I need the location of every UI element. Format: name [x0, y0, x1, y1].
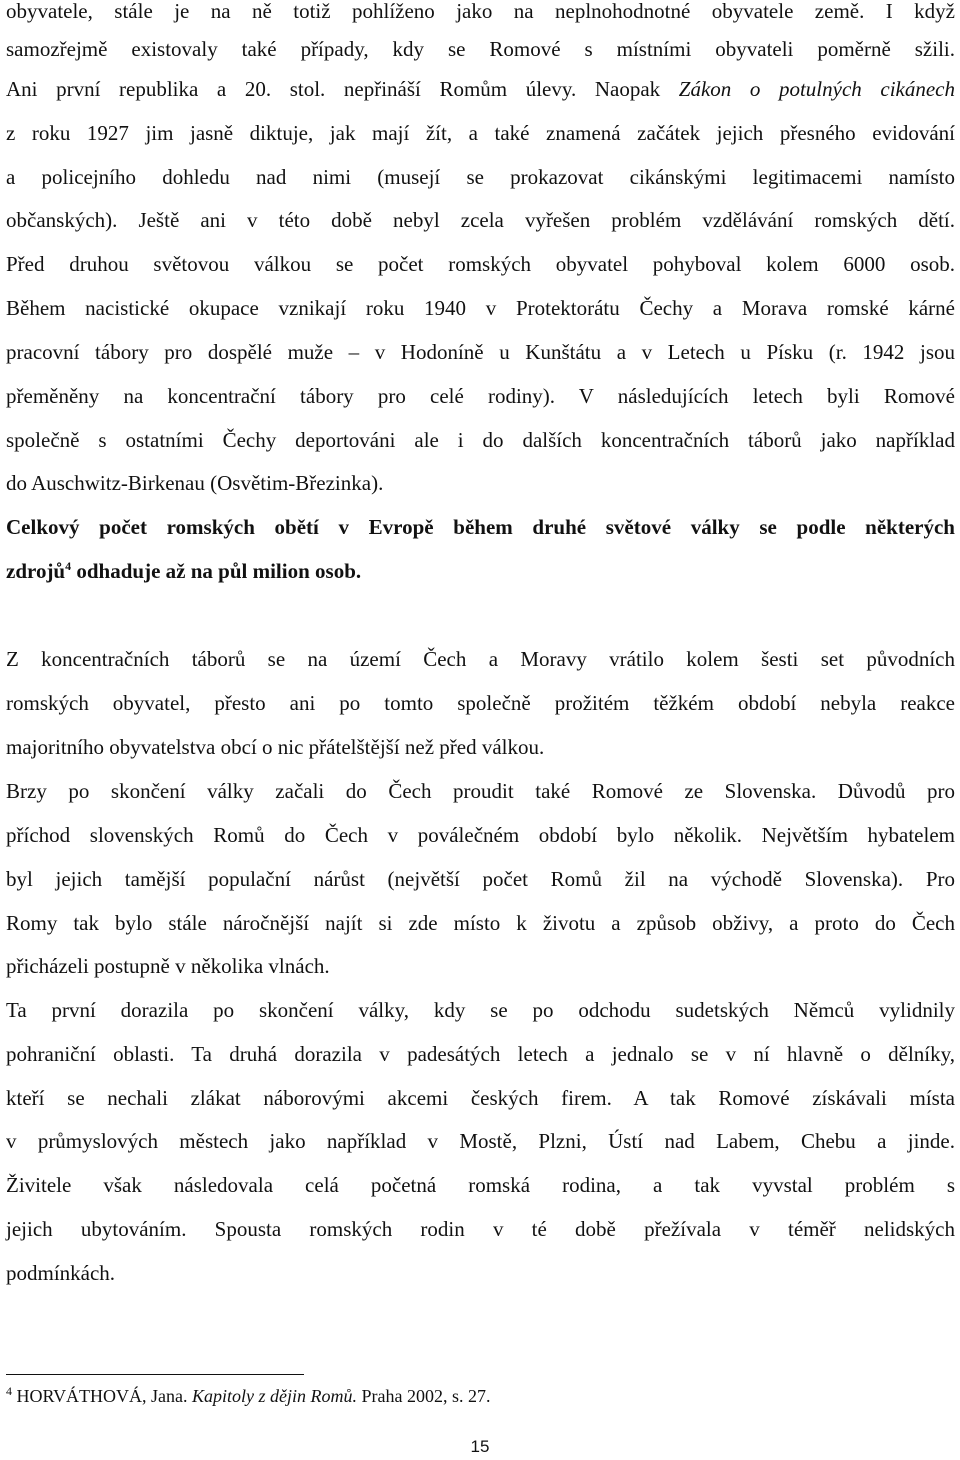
text-line: Živitele však následovala celá početná romská rodina, a tak vyvstal problém s	[6, 1173, 955, 1197]
bold-text-line: Celkový počet romských obětí v Evropě během druhé světové války se podle některých	[6, 515, 955, 539]
text-line: Před druhou světovou válkou se počet romských obyvatel pohyboval kolem 6000 osob.	[6, 252, 955, 276]
footnote-title: Kapitoly z dějin Romů.	[192, 1386, 358, 1406]
text-line: kteří se nechali zlákat náborovými akcemi českých firem. A tak Romové získávali místa	[6, 1086, 955, 1110]
text-line: podmínkách.	[6, 1261, 116, 1285]
text-line: byl jejich tamější populační nárůst (největší počet Romů žil na východě Slovenska). Pro	[6, 867, 955, 891]
text-line: samozřejmě existovaly také případy, kdy se Romové s místními obyvateli poměrně sžili.	[6, 37, 955, 61]
page-number: 15	[470, 1437, 490, 1456]
text-line: romských obyvatel, přesto ani po tomto společně prožitém těžkém období nebyla reakce	[6, 691, 955, 715]
footnote-publication: Praha 2002, s. 27.	[361, 1386, 491, 1406]
bold-text-line	[6, 558, 955, 584]
text-line	[6, 76, 955, 102]
text-line: Z koncentračních táborů se na území Čech a Moravy vrátilo kolem šesti set původních	[6, 647, 955, 671]
text-line: a policejního dohledu nad nimi (musejí se prokazovat cikánskými legitimacemi namísto	[6, 165, 955, 189]
text-line: pracovní tábory pro dospělé muže – v Hodoníně u Kunštátu a v Letech u Písku (r. 1942 jsou	[6, 340, 955, 364]
footnote-separator	[6, 1374, 304, 1375]
text-line: příchod slovenských Romů do Čech v poválečném období bylo několik. Největším hybatelem	[6, 823, 955, 847]
footnote	[6, 1384, 491, 1408]
text-line: obyvatele, stále je na ně totiž pohlíženo jako na neplnohodnotné obyvatele země. I když	[6, 0, 955, 23]
text-line: v průmyslových městech jako například v Mostě, Plzni, Ústí nad Labem, Chebu a jinde.	[6, 1129, 955, 1153]
text-line: společně s ostatními Čechy deportováni ale i do dalších koncentračních táborů jako například	[6, 428, 955, 452]
text-line: občanských). Ještě ani v této době nebyl zcela vyřešen problém vzdělávání romských dětí.	[6, 208, 955, 232]
text-segment: zdrojů	[6, 559, 66, 583]
text-line: Během nacistické okupace vznikají roku 1940 v Protektorátu Čechy a Morava romské kárné	[6, 296, 955, 320]
footnote-author: HORVÁTHOVÁ, Jana.	[16, 1386, 188, 1406]
text-line: do Auschwitz-Birkenau (Osvětim-Březinka).	[6, 471, 384, 495]
text-line: Romy tak bylo stále náročnější najít si zde místo k životu a způsob obživy, a proto do Čech	[6, 911, 955, 935]
text-segment: Ani první republika a 20. stol. nepřináší Romům úlevy. Naopak	[6, 77, 661, 101]
text-line: z roku 1927 jim jasně diktuje, jak mají žít, a také znamená začátek jejich přesného evidování	[6, 121, 955, 145]
footnote-number: 4	[6, 1384, 12, 1398]
text-line: Ta první dorazila po skončení války, kdy se po odchodu sudetských Němců vylidnily	[6, 998, 955, 1022]
text-line: Brzy po skončení války začali do Čech proudit také Romové ze Slovenska. Důvodů pro	[6, 779, 955, 803]
text-line: pohraniční oblasti. Ta druhá dorazila v padesátých letech a jednalo se v ní hlavně o dělníky,	[6, 1042, 955, 1066]
text-line: jejich ubytováním. Spousta romských rodin v té době přežívala v téměř nelidských	[6, 1217, 955, 1241]
text-segment: odhaduje až na půl milion osob.	[76, 559, 362, 583]
footnote-reference: 4	[65, 559, 72, 573]
text-line: přeměněny na koncentrační tábory pro celé rodiny). V následujících letech byli Romové	[6, 384, 955, 408]
text-line: přicházeli postupně v několika vlnách.	[6, 954, 330, 978]
law-title: Zákon o potulných cikánech	[678, 77, 956, 101]
text-line: majoritního obyvatelstva obcí o nic přátelštější než před válkou.	[6, 735, 545, 759]
